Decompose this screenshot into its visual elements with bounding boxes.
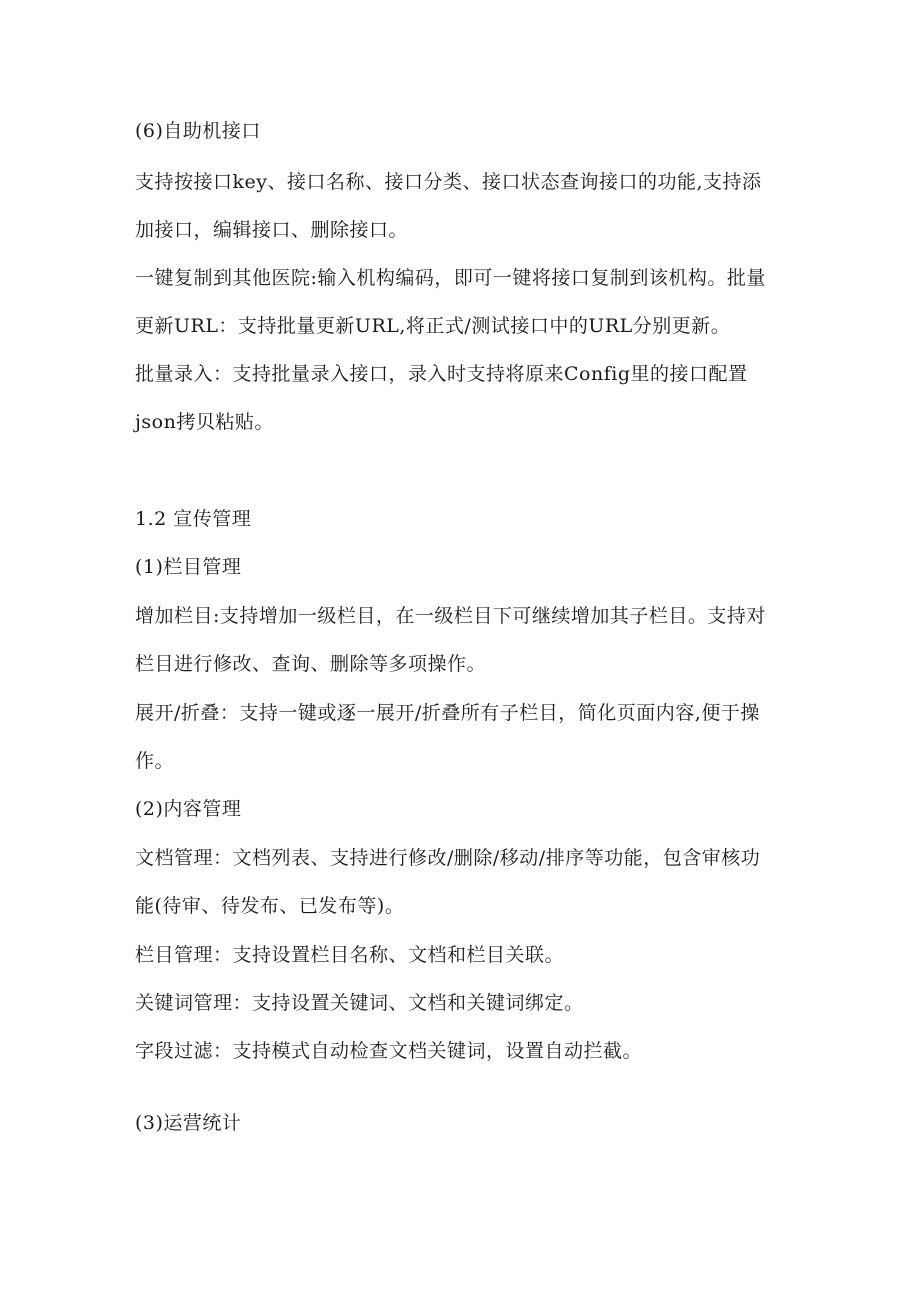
paragraph-line: 作。 bbox=[135, 750, 175, 772]
paragraph-line: 栏目进行修改、查询、删除等多项操作。 bbox=[135, 653, 487, 675]
section-heading-publicity-management: 1.2 宣传管理 bbox=[135, 508, 252, 530]
paragraph-line: 能(待审、待发布、已发布等)。 bbox=[135, 895, 405, 917]
paragraph-line: 一键复制到其他医院:输入机构编码，即可一键将接口复制到该机构。批量 bbox=[135, 267, 766, 289]
paragraph-line: json拷贝粘贴。 bbox=[135, 411, 274, 433]
paragraph-line: 支持按接口key、接口名称、接口分类、接口状态查询接口的功能,支持添 bbox=[135, 171, 762, 193]
subsection-heading-column-management: (1)栏目管理 bbox=[135, 556, 242, 578]
paragraph-line: 展开/折叠：支持一键或逐一展开/折叠所有子栏目，简化页面内容,便于操 bbox=[135, 702, 760, 724]
paragraph-line: 加接口，编辑接口、删除接口。 bbox=[135, 219, 409, 241]
paragraph-line: 栏目管理：支持设置栏目名称、文档和栏目关联。 bbox=[135, 944, 565, 966]
paragraph-line: 字段过滤：支持模式自动检查文档关键词，设置自动拦截。 bbox=[135, 1040, 643, 1062]
section-heading-self-service-interface: (6)自助机接口 bbox=[135, 120, 261, 142]
paragraph-line: 批量录入：支持批量录入接口，录入时支持将原来Config里的接口配置 bbox=[135, 363, 748, 385]
paragraph-line: 文档管理：文档列表、支持进行修改/删除/移动/排序等功能，包含审核功 bbox=[135, 847, 761, 869]
subsection-heading-content-management: (2)内容管理 bbox=[135, 798, 242, 820]
subsection-heading-operation-statistics: (3)运营统计 bbox=[135, 1112, 242, 1134]
paragraph-line: 更新URL：支持批量更新URL,将正式/测试接口中的URL分别更新。 bbox=[135, 315, 731, 337]
paragraph-line: 关键词管理：支持设置关键词、文档和关键词绑定。 bbox=[135, 992, 584, 1014]
paragraph-line: 增加栏目:支持增加一级栏目，在一级栏目下可继续增加其子栏目。支持对 bbox=[135, 605, 766, 627]
